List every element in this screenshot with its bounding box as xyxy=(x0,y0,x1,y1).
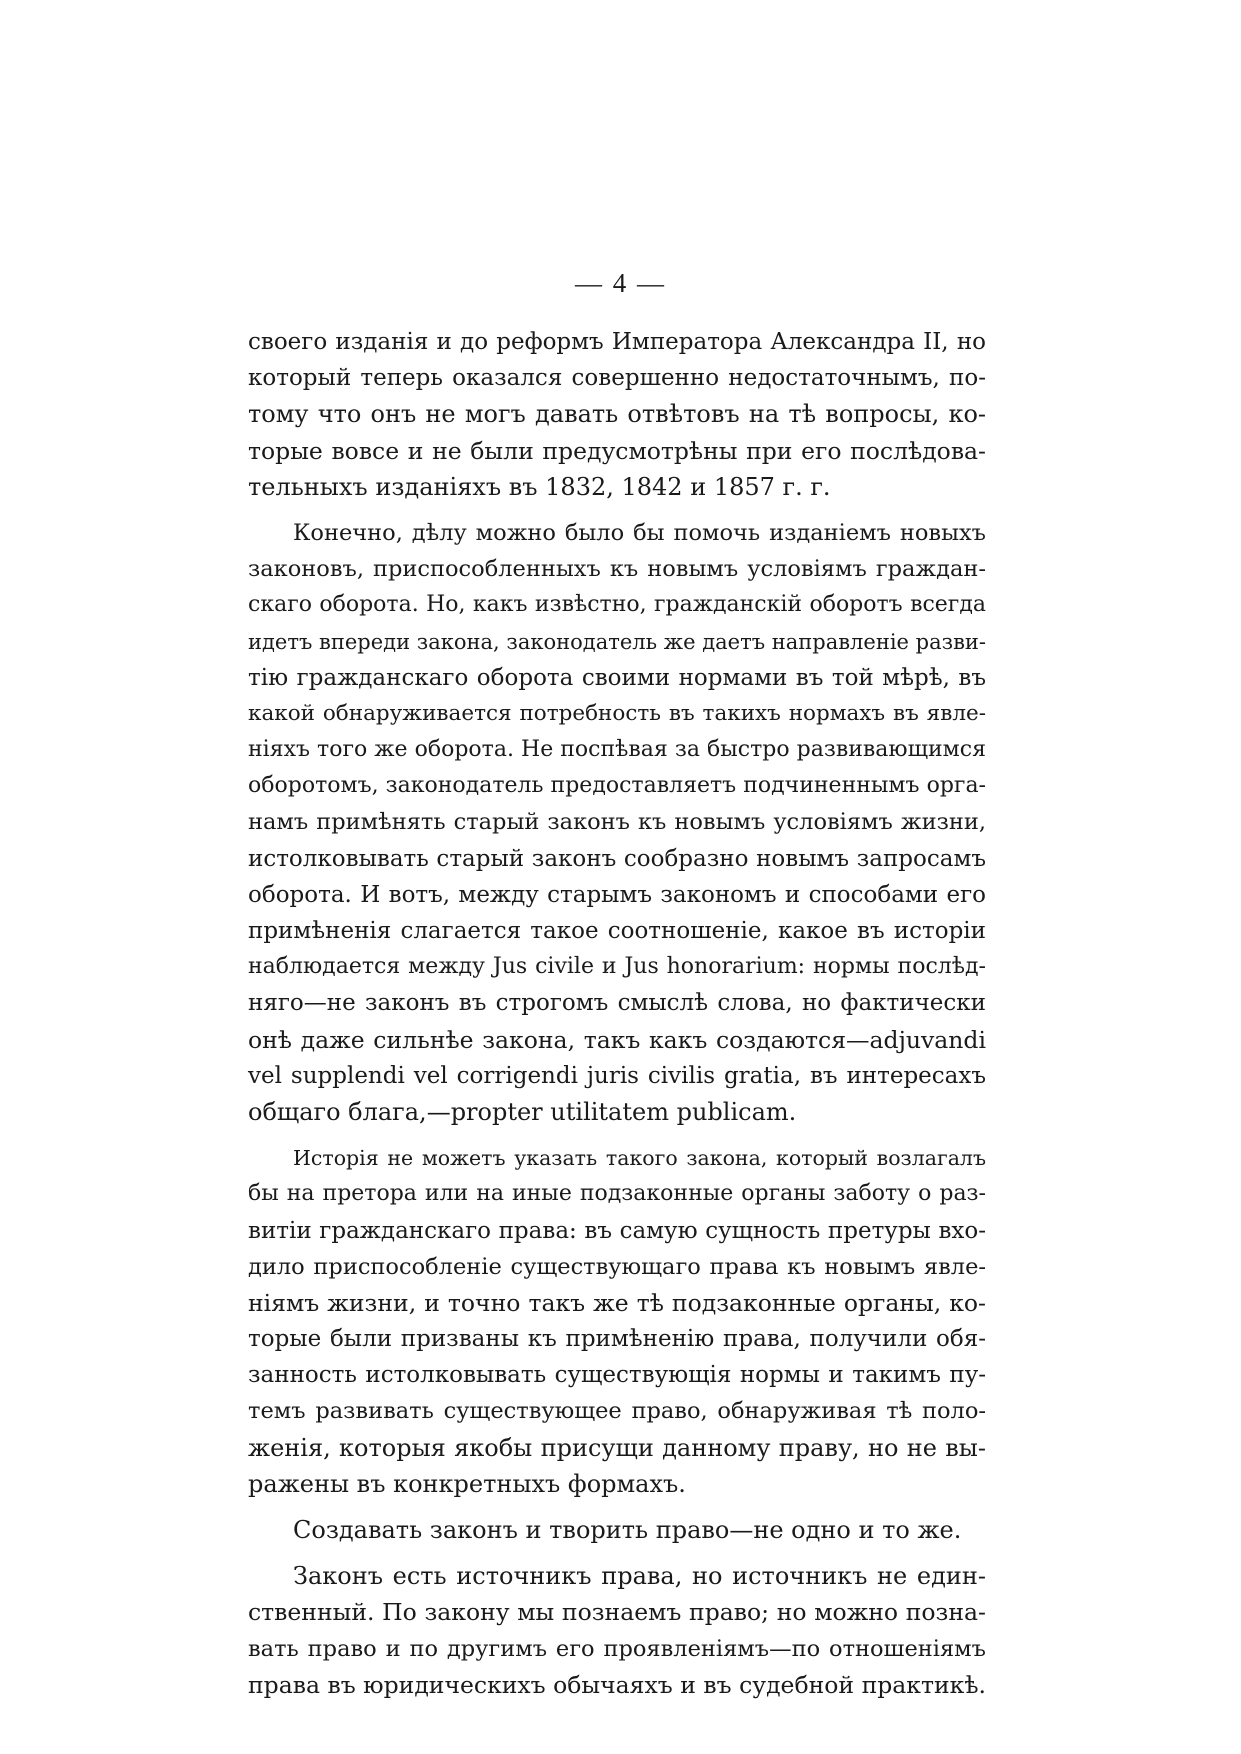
paragraph xyxy=(248,324,986,505)
text-line: общаго блага,—propter utilitatem publicam. xyxy=(248,1097,797,1126)
paragraph xyxy=(248,1140,986,1502)
text-line: женія, которыя якобы присущи данному праву, но не вы- xyxy=(248,1433,986,1462)
page-number: — 4 — xyxy=(575,268,666,298)
text-line: Исторія не можетъ указать такого закона, который возлагалъ xyxy=(293,1146,986,1171)
text-line: ственный. По закону мы познаемъ право; но можно позна- xyxy=(248,1598,986,1627)
text-line: vel supplendi vel corrigendi juris civilis gratia, въ интересахъ xyxy=(248,1062,986,1089)
text-line: Законъ есть источникъ права, но источникъ не един- xyxy=(293,1562,986,1591)
text-line: темъ развивать существующее право, обнаруживая тѣ поло- xyxy=(248,1398,986,1425)
text-line: оборота. И вотъ, между старымъ закономъ и способами его xyxy=(248,881,986,908)
text-line: занность истолковывать существующія нормы и такимъ пу- xyxy=(248,1362,986,1389)
text-line: ражены въ конкретныхъ формахъ. xyxy=(248,1469,686,1498)
text-line: права въ юридическихъ обычаяхъ и въ судебной практикѣ. xyxy=(248,1670,986,1699)
text-line: ніяхъ того же оборота. Не поспѣвая за быстро развивающимся xyxy=(248,737,986,763)
text-line: какой обнаруживается потребность въ такихъ нормахъ въ явле- xyxy=(248,700,986,726)
text-line: примѣненія слагается такое соотношеніе, какое въ исторіи xyxy=(248,918,986,944)
text-line: который теперь оказался совершенно недостаточнымъ, по- xyxy=(248,365,986,392)
text-line: тому что онъ не могъ давать отвѣтовъ на тѣ вопросы, ко- xyxy=(248,400,986,429)
text-line: няго—не законъ въ строгомъ смыслѣ слова, но фактически xyxy=(248,990,986,1017)
text-line: Создавать законъ и творить право—не одно и то же. xyxy=(293,1516,962,1544)
text-line: оборотомъ, законодатель предоставляетъ подчиненнымъ орга- xyxy=(248,773,986,799)
text-line: вать право и по другимъ его проявленіямъ—по отношеніямъ xyxy=(248,1635,986,1662)
text-line: наблюдается между Jus civile и Jus honorarium: нормы послѣд- xyxy=(248,954,986,980)
text-line: торые были призваны къ примѣненію права, получили обя- xyxy=(248,1326,986,1353)
text-line: идетъ впереди закона, законодатель же даетъ направленіе разви- xyxy=(248,629,986,654)
paragraph xyxy=(248,515,986,1130)
text-line: торые вовсе и не были предусмотрѣны при его послѣдова- xyxy=(248,436,986,465)
paragraph xyxy=(248,1558,986,1703)
text-line: дило приспособленіе существующаго права къ новымъ явле- xyxy=(248,1253,986,1280)
text-line: бы на претора или на иные подзаконные органы заботу о раз- xyxy=(248,1181,986,1207)
text-line: истолковывать старый законъ сообразно новымъ запросамъ xyxy=(248,845,986,872)
text-line: Конечно, дѣлу можно было бы помочь изданіемъ новыхъ xyxy=(293,519,986,546)
text-line: ніямъ жизни, и точно такъ же тѣ подзаконные органы, ко- xyxy=(248,1288,986,1317)
text-line: своего изданія и до реформъ Императора Александра II, но xyxy=(248,329,986,355)
text-line: намъ примѣнять старый законъ къ новымъ условіямъ жизни, xyxy=(248,809,986,836)
text-line: тельныхъ изданіяхъ въ 1832, 1842 и 1857 г. г. xyxy=(248,472,831,501)
text-line: витіи гражданскаго права: въ самую сущность претуры вхо- xyxy=(248,1217,986,1244)
text-line: онѣ даже сильнѣе закона, такъ какъ создаются—adjuvandi xyxy=(248,1025,986,1054)
text-line: скаго оборота. Но, какъ извѣстно, гражданскій оборотъ всегда xyxy=(248,592,986,618)
body-text xyxy=(248,324,986,1703)
text-line: тію гражданскаго оборота своими нормами въ той мѣрѣ, въ xyxy=(248,664,986,691)
text-line: законовъ, приспособленныхъ къ новымъ условіямъ граждан- xyxy=(248,556,986,583)
paragraph xyxy=(248,1512,986,1548)
